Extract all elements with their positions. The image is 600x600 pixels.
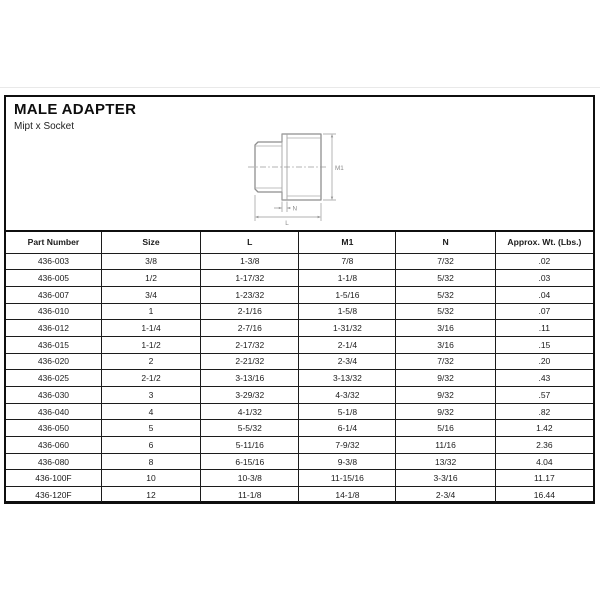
table-cell: 2-3/4 xyxy=(299,353,396,370)
table-row xyxy=(5,353,594,370)
column-header-n: N xyxy=(396,231,495,253)
table-cell: 12 xyxy=(101,487,200,504)
table-cell: 2 xyxy=(101,353,200,370)
table-cell: 3-13/16 xyxy=(201,370,299,387)
table-cell: 9/32 xyxy=(396,370,495,387)
table-row xyxy=(5,320,594,337)
table-row xyxy=(5,437,594,454)
table-cell: 6 xyxy=(101,437,200,454)
table-cell: 2.36 xyxy=(495,437,594,454)
table-cell: 6-1/4 xyxy=(299,420,396,437)
table-cell: 5/32 xyxy=(396,270,495,287)
table-cell: 5/16 xyxy=(396,420,495,437)
table-cell: 5/32 xyxy=(396,303,495,320)
table-cell: 13/32 xyxy=(396,453,495,470)
table-cell: 436-007 xyxy=(5,286,101,303)
table-row xyxy=(5,420,594,437)
table-cell: 7/8 xyxy=(299,253,396,270)
table-row xyxy=(5,470,594,487)
table-row xyxy=(5,270,594,287)
table-cell: 2-3/4 xyxy=(396,487,495,504)
table-cell: .43 xyxy=(495,370,594,387)
table-cell: 4 xyxy=(101,403,200,420)
table-cell: 436-030 xyxy=(5,387,101,404)
table-cell: 9/32 xyxy=(396,387,495,404)
table-cell: .03 xyxy=(495,270,594,287)
table-cell: 436-120F xyxy=(5,487,101,504)
dimension-l-label: L xyxy=(285,220,289,227)
table-cell: 4.04 xyxy=(495,453,594,470)
table-cell: 1 xyxy=(101,303,200,320)
table-cell: 2-7/16 xyxy=(201,320,299,337)
table-cell: 5-11/16 xyxy=(201,437,299,454)
table-cell: 436-060 xyxy=(5,437,101,454)
table-cell: 436-012 xyxy=(5,320,101,337)
table-cell: 436-015 xyxy=(5,336,101,353)
table-cell: 436-005 xyxy=(5,270,101,287)
table-cell: 11.17 xyxy=(495,470,594,487)
table-cell: 1-5/8 xyxy=(299,303,396,320)
table-row xyxy=(5,387,594,404)
table-cell: 3 xyxy=(101,387,200,404)
table-cell: 1-1/4 xyxy=(101,320,200,337)
table-cell: .82 xyxy=(495,403,594,420)
table-cell: 436-040 xyxy=(5,403,101,420)
table-row xyxy=(5,453,594,470)
spec-table-body xyxy=(5,253,594,503)
table-cell: 1-17/32 xyxy=(201,270,299,287)
spec-table xyxy=(4,230,595,504)
page-divider xyxy=(0,87,600,88)
table-cell: .57 xyxy=(495,387,594,404)
table-cell: 3-13/32 xyxy=(299,370,396,387)
table-cell: .15 xyxy=(495,336,594,353)
table-cell: 10-3/8 xyxy=(201,470,299,487)
page-title: MALE ADAPTER xyxy=(14,101,137,118)
table-cell: 3-29/32 xyxy=(201,387,299,404)
table-cell: 9/32 xyxy=(396,403,495,420)
fitting-diagram xyxy=(244,124,356,230)
table-cell: .07 xyxy=(495,303,594,320)
table-cell: 16.44 xyxy=(495,487,594,504)
table-cell: 5/32 xyxy=(396,286,495,303)
table-cell: 11/16 xyxy=(396,437,495,454)
table-cell: 2-1/4 xyxy=(299,336,396,353)
table-cell: 1-3/8 xyxy=(201,253,299,270)
table-cell: 5-5/32 xyxy=(201,420,299,437)
column-header-l: L xyxy=(201,231,299,253)
table-cell: 436-080 xyxy=(5,453,101,470)
table-cell: 1/2 xyxy=(101,270,200,287)
header-row xyxy=(5,231,594,253)
table-cell: 4-1/32 xyxy=(201,403,299,420)
table-cell: .20 xyxy=(495,353,594,370)
table-cell: 10 xyxy=(101,470,200,487)
table-cell: 7/32 xyxy=(396,353,495,370)
table-cell: 436-050 xyxy=(5,420,101,437)
table-cell: 1-1/8 xyxy=(299,270,396,287)
table-cell: 436-025 xyxy=(5,370,101,387)
table-cell: 1-1/2 xyxy=(101,336,200,353)
table-cell: 2-1/16 xyxy=(201,303,299,320)
dimension-n xyxy=(274,202,291,213)
column-header-part-number: Part Number xyxy=(5,231,101,253)
column-header-approx-wt: Approx. Wt. (Lbs.) xyxy=(495,231,594,253)
table-cell: 436-020 xyxy=(5,353,101,370)
table-cell: 3/8 xyxy=(101,253,200,270)
title-block xyxy=(14,102,136,132)
table-cell: 1-23/32 xyxy=(201,286,299,303)
table-row xyxy=(5,370,594,387)
table-cell: 5-1/8 xyxy=(299,403,396,420)
table-cell: 8 xyxy=(101,453,200,470)
table-cell: 9-3/8 xyxy=(299,453,396,470)
dimension-m1-label: M1 xyxy=(335,165,344,172)
table-cell: 1.42 xyxy=(495,420,594,437)
table-cell: .11 xyxy=(495,320,594,337)
table-row xyxy=(5,253,594,270)
table-cell: 7-9/32 xyxy=(299,437,396,454)
table-cell: 14-1/8 xyxy=(299,487,396,504)
spec-sheet-frame xyxy=(4,95,595,503)
page-subtitle: Mipt x Socket xyxy=(14,120,75,132)
table-cell: 11-1/8 xyxy=(201,487,299,504)
table-cell: 5 xyxy=(101,420,200,437)
table-cell: 11-15/16 xyxy=(299,470,396,487)
table-row xyxy=(5,403,594,420)
table-cell: 2-17/32 xyxy=(201,336,299,353)
table-cell: 436-100F xyxy=(5,470,101,487)
table-cell: 436-010 xyxy=(5,303,101,320)
table-cell: 1-5/16 xyxy=(299,286,396,303)
column-header-m1: M1 xyxy=(299,231,396,253)
table-cell: 3/16 xyxy=(396,336,495,353)
dimension-n-label: N xyxy=(292,205,298,213)
table-cell: 7/32 xyxy=(396,253,495,270)
table-cell: 2-21/32 xyxy=(201,353,299,370)
table-cell: 3-3/16 xyxy=(396,470,495,487)
table-row xyxy=(5,303,594,320)
column-header-size: Size xyxy=(101,231,200,253)
table-cell: .02 xyxy=(495,253,594,270)
table-cell: 6-15/16 xyxy=(201,453,299,470)
table-cell: 1-31/32 xyxy=(299,320,396,337)
table-row xyxy=(5,487,594,504)
table-row xyxy=(5,336,594,353)
table-cell: 3/4 xyxy=(101,286,200,303)
table-cell: 3/16 xyxy=(396,320,495,337)
table-cell: 436-003 xyxy=(5,253,101,270)
spec-table-head xyxy=(5,231,594,253)
table-cell: .04 xyxy=(495,286,594,303)
table-cell: 2-1/2 xyxy=(101,370,200,387)
table-row xyxy=(5,286,594,303)
table-cell: 4-3/32 xyxy=(299,387,396,404)
